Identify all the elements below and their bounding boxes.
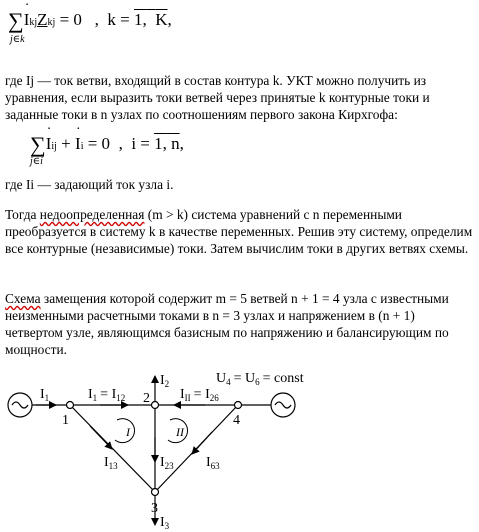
label-i1: $I_1$ [40,387,50,403]
label-loop-1: I [126,425,130,439]
text: где [5,73,26,88]
current-ij: Ij [25,73,35,88]
label-i2: $I_2$ [160,373,170,389]
node-2 [152,402,159,409]
label-i12: $I_1 = I_{12}$ [88,387,126,403]
text: где [5,177,26,192]
current-symbol: · I [75,134,81,154]
current-ii: Ii [25,177,35,192]
label-node-2: 2 [143,391,150,406]
current-symbol: · I [46,134,52,154]
branch-1-3 [70,405,155,492]
end-comma: , [179,134,184,153]
current-symbol: · I [24,10,30,30]
label-loop-2: II [176,425,184,439]
text: — ток ветви, входящий в состав контура k. УКТ можно получить из уравнения, если выразить токи ветвей через принятые k контурные токи и заданные токи в n узлах по соотношениям первого закона Кирхгофа: [5,73,430,122]
subscript: kj [47,17,56,28]
impedance-symbol: Z [37,10,48,29]
node-4 [235,402,242,409]
i-equals: i = [131,134,150,153]
equals-zero: = 0 [59,10,82,29]
sigma-symbol: ∑ [30,132,46,157]
label-node-1: 1 [62,413,69,428]
node-3 [152,489,159,496]
ac-source-left [8,393,32,417]
text: замещения которой содержит m = 5 ветвей n + 1 = 4 узла с известными неизменными расчетными токами в n = 3 узлах и напряжением в (n + 1) четвертом узле, являющимся базисным по напряжению и балансирующим по мощности. [5,291,449,357]
formula-loop-sum [8,8,172,34]
text: Тогда [5,207,40,222]
ac-source-right [271,393,295,417]
label-i23: $I_{23}$ [160,455,174,471]
sum-index: j∈k [10,34,25,45]
arrow-i13 [90,426,112,449]
subscript: i [80,141,84,152]
label-i13: $I_{13}$ [104,455,118,471]
end-comma: , [167,10,172,29]
paragraph-2 [5,176,475,193]
separator: , [118,134,123,153]
arrow-i63 [192,432,212,454]
spellcheck-word: недоопределенная [39,207,145,222]
formula-node-sum [30,132,184,158]
subscript: ij [51,141,57,152]
label-voltage: $U_4 = U_6$ = const [216,371,304,387]
sigma-symbol: ∑ [8,8,24,33]
text: — задающий ток узла i. [34,177,174,192]
label-node-4: 4 [233,413,240,428]
text: (m > k) система уравнений с n переменными преобразуется в систему k в качестве переменных. Решив эту систему, определим все контурные (независимые) токи. Затем вычислим токи в других ветвях схемы. [5,207,473,256]
node-1 [67,402,74,409]
plus: + [61,134,71,153]
paragraph-4 [5,290,475,358]
label-node-3: 3 [151,501,158,516]
spellcheck-word: Схема [5,291,41,306]
range: 1, n [154,134,180,153]
label-i3: $I_3$ [160,515,170,531]
paragraph-3 [5,206,475,257]
sum-index: j∈i [30,156,43,167]
k-equals: k = [107,10,130,29]
label-i63: $I_{63}$ [206,455,220,471]
label-i26: $I_{II} = I_{26}$ [180,387,219,403]
range: 1, K [134,10,168,29]
subscript: kj [29,17,38,28]
separator: , [94,10,99,29]
equals-zero: = 0 [87,134,111,153]
loop-arrow-1 [115,419,135,443]
paragraph-1 [5,72,475,123]
circuit-diagram [0,362,479,532]
